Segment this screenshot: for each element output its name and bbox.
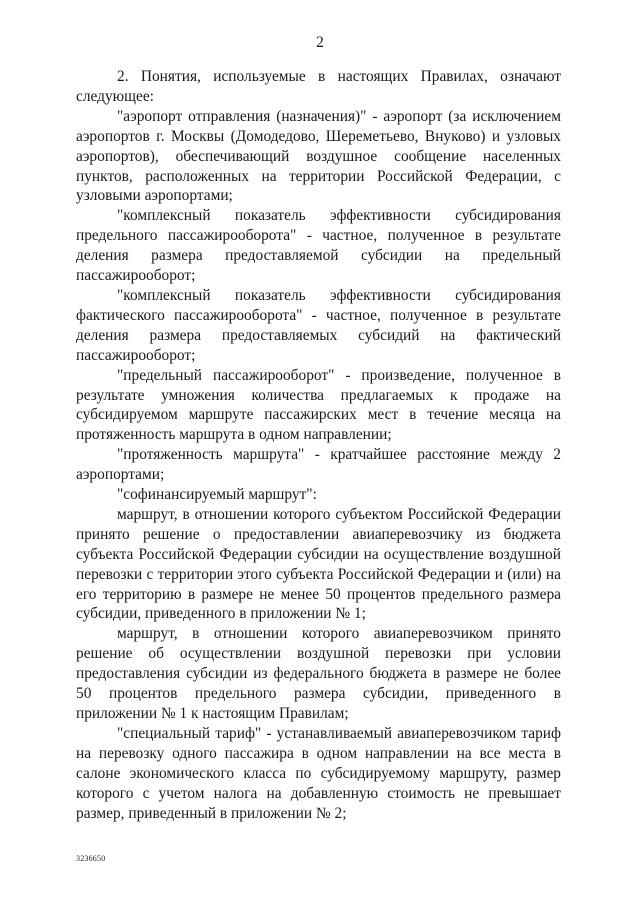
paragraph-definitions-intro: 2. Понятия, используемые в настоящих Правилах, означают следующее: <box>76 68 561 105</box>
paragraph-efficiency-actual-turnover: "комплексный показатель эффективности субсидирования фактического пассажирооборота" - частное, полученное в результате деления размера предоставляемых субсидий на фактический пассажирооборот; <box>76 286 561 364</box>
paragraph-route-length: "протяженность маршрута" - кратчайшее расстояние между 2 аэропортами; <box>76 446 561 484</box>
page-number: 2 <box>316 34 324 51</box>
paragraph-route-carrier-decision: маршрут, в отношении которого авиаперевозчиком принято решение об осуществлении воздушной перевозки при условии предоставления субсидии из федерального бюджета в размере не более 50 процентов предельного размера субсидии, приведенного в приложении № 1 к настоящим Правилам; <box>76 625 561 722</box>
document-body <box>76 67 561 823</box>
paragraph-route-regional-decision: маршрут, в отношении которого субъектом Российской Федерации принято решение о предоставлении авиаперевозчику из бюджета субъекта Российской Федерации субсидии на осуществление воздушной перевозки с территории этого субъекта Российской Федерации и (или) на его территорию в размере не менее 50 процентов предельного размера субсидии, приведенного в приложении № 1; <box>76 505 561 623</box>
paragraph-efficiency-limit-turnover: "комплексный показатель эффективности субсидирования предельного пассажирооборота" - частное, полученное в результате деления размера предоставляемой субсидии на предельный пассажирооборот; <box>76 207 561 285</box>
paragraph-limit-passenger-turnover: "предельный пассажирооборот" - произведение, полученное в результате умножения количества предлагаемых к продаже на субсидируемом маршруте пассажирских мест в течение месяца на протяженность маршрута в одном направлении; <box>76 366 561 444</box>
paragraph-special-tariff: "специальный тариф" - устанавливаемый авиаперевозчиком тариф на перевозку одного пассажира в одном направлении на все места в салоне экономического класса по субсидируемому маршруту, размер которого с учетом налога на добавленную стоимость не превышает размер, приведенный в приложении № 2; <box>76 724 561 822</box>
paragraph-airport-of-departure: "аэропорт отправления (назначения)" - аэропорт (за исключением аэропортов г. Москвы (Домодедово, Шереметьево, Внуково) и узловых аэропортов), обеспечивающий воздушное сообщение населенных пунктов, расположенных на территории Российской Федерации, с узловыми аэропортами; <box>76 107 561 205</box>
document-code: 3236650 <box>76 854 106 863</box>
paragraph-cofinanced-route: "софинансируемый маршрут": <box>117 486 317 504</box>
